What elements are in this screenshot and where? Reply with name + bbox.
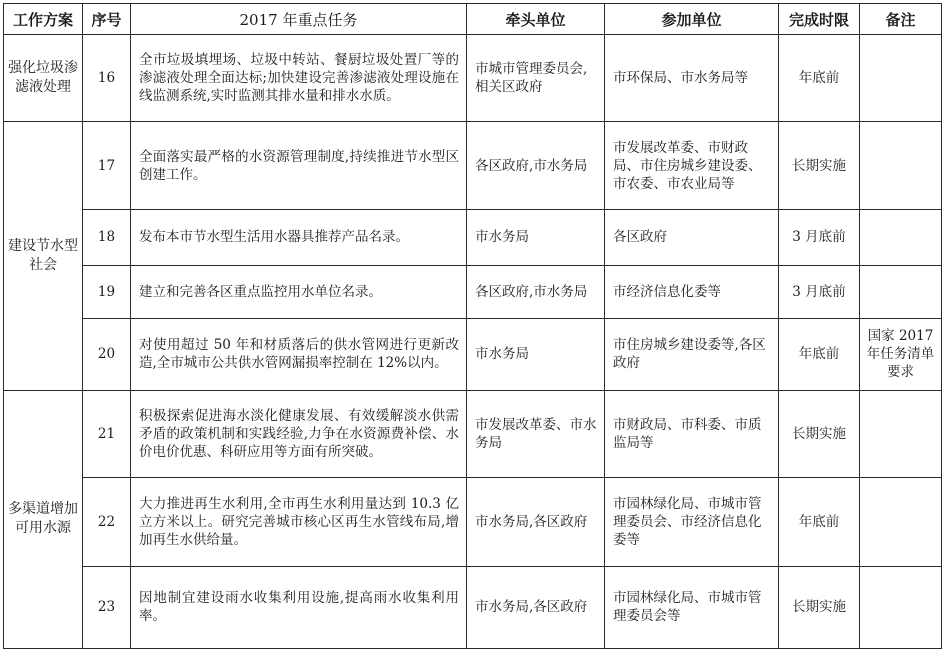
task-table (3, 3, 942, 649)
deadline-cell: 长期实施 (779, 566, 860, 648)
task-cell: 因地制宜建设雨水收集利用设施,提高雨水收集利用率。 (131, 566, 467, 648)
number-cell: 21 (83, 390, 131, 477)
number-cell: 17 (83, 122, 131, 209)
task-cell: 大力推进再生水利用,全市再生水利用量达到 10.3 亿立方米以上。研究完善城市核心区再生水管线布局,增加再生水供给量。 (131, 478, 467, 566)
header-row (4, 4, 942, 35)
header-deadline: 完成时限 (779, 4, 860, 35)
table-row (4, 318, 942, 390)
note-cell (860, 209, 942, 265)
note-cell: 国家 2017 年任务清单要求 (860, 318, 942, 390)
participants-cell: 市园林绿化局、市城市管理委员会等 (605, 566, 779, 648)
participants-cell: 市经济信息化委等 (605, 265, 779, 318)
note-cell (860, 478, 942, 566)
number-cell: 16 (83, 35, 131, 122)
plan-cell: 建设节水型社会 (4, 122, 83, 390)
participants-cell: 各区政府 (605, 209, 779, 265)
deadline-cell: 长期实施 (779, 390, 860, 477)
number-cell: 20 (83, 318, 131, 390)
number-cell: 19 (83, 265, 131, 318)
participants-cell: 市财政局、市科委、市质监局等 (605, 390, 779, 477)
lead-unit-cell: 市水务局 (467, 318, 605, 390)
header-plan: 工作方案 (4, 4, 83, 35)
number-cell: 22 (83, 478, 131, 566)
table-row (4, 122, 942, 209)
lead-unit-cell: 市城市管理委员会,相关区政府 (467, 35, 605, 122)
note-cell (860, 265, 942, 318)
table-row (4, 35, 942, 122)
note-cell (860, 35, 942, 122)
participants-cell: 市环保局、市水务局等 (605, 35, 779, 122)
lead-unit-cell: 市水务局 (467, 209, 605, 265)
table-row (4, 566, 942, 648)
header-task: 2017 年重点任务 (131, 4, 467, 35)
note-cell (860, 566, 942, 648)
table-row (4, 209, 942, 265)
task-cell: 积极探索促进海水淡化健康发展、有效缓解淡水供需矛盾的政策机制和实践经验,力争在水资源费补偿、水价电价优惠、科研应用等方面有所突破。 (131, 390, 467, 477)
header-note: 备注 (860, 4, 942, 35)
plan-cell: 强化垃圾渗滤液处理 (4, 35, 83, 122)
deadline-cell: 3 月底前 (779, 209, 860, 265)
number-cell: 23 (83, 566, 131, 648)
task-cell: 全面落实最严格的水资源管理制度,持续推进节水型区创建工作。 (131, 122, 467, 209)
deadline-cell: 年底前 (779, 35, 860, 122)
lead-unit-cell: 市发展改革委、市水务局 (467, 390, 605, 477)
note-cell (860, 122, 942, 209)
note-cell (860, 390, 942, 477)
participants-cell: 市住房城乡建设委等,各区政府 (605, 318, 779, 390)
deadline-cell: 年底前 (779, 318, 860, 390)
lead-unit-cell: 市水务局,各区政府 (467, 478, 605, 566)
table-row (4, 478, 942, 566)
deadline-cell: 3 月底前 (779, 265, 860, 318)
table-row (4, 390, 942, 477)
deadline-cell: 年底前 (779, 478, 860, 566)
participants-cell: 市发展改革委、市财政局、市住房城乡建设委、市农委、市农业局等 (605, 122, 779, 209)
task-cell: 发布本市节水型生活用水器具推荐产品名录。 (131, 209, 467, 265)
task-cell: 全市垃圾填埋场、垃圾中转站、餐厨垃圾处置厂等的渗滤液处理全面达标;加快建设完善渗滤液处理设施在线监测系统,实时监测其排水量和排水水质。 (131, 35, 467, 122)
task-cell: 对使用超过 50 年和材质落后的供水管网进行更新改造,全市城市公共供水管网漏损率控制在 12%以内。 (131, 318, 467, 390)
lead-unit-cell: 市水务局,各区政府 (467, 566, 605, 648)
lead-unit-cell: 各区政府,市水务局 (467, 122, 605, 209)
header-participating-units: 参加单位 (605, 4, 779, 35)
participants-cell: 市园林绿化局、市城市管理委员会、市经济信息化委等 (605, 478, 779, 566)
header-lead-unit: 牵头单位 (467, 4, 605, 35)
table-row (4, 265, 942, 318)
lead-unit-cell: 各区政府,市水务局 (467, 265, 605, 318)
plan-cell: 多渠道增加可用水源 (4, 390, 83, 648)
deadline-cell: 长期实施 (779, 122, 860, 209)
header-number: 序号 (83, 4, 131, 35)
task-cell: 建立和完善各区重点监控用水单位名录。 (131, 265, 467, 318)
number-cell: 18 (83, 209, 131, 265)
